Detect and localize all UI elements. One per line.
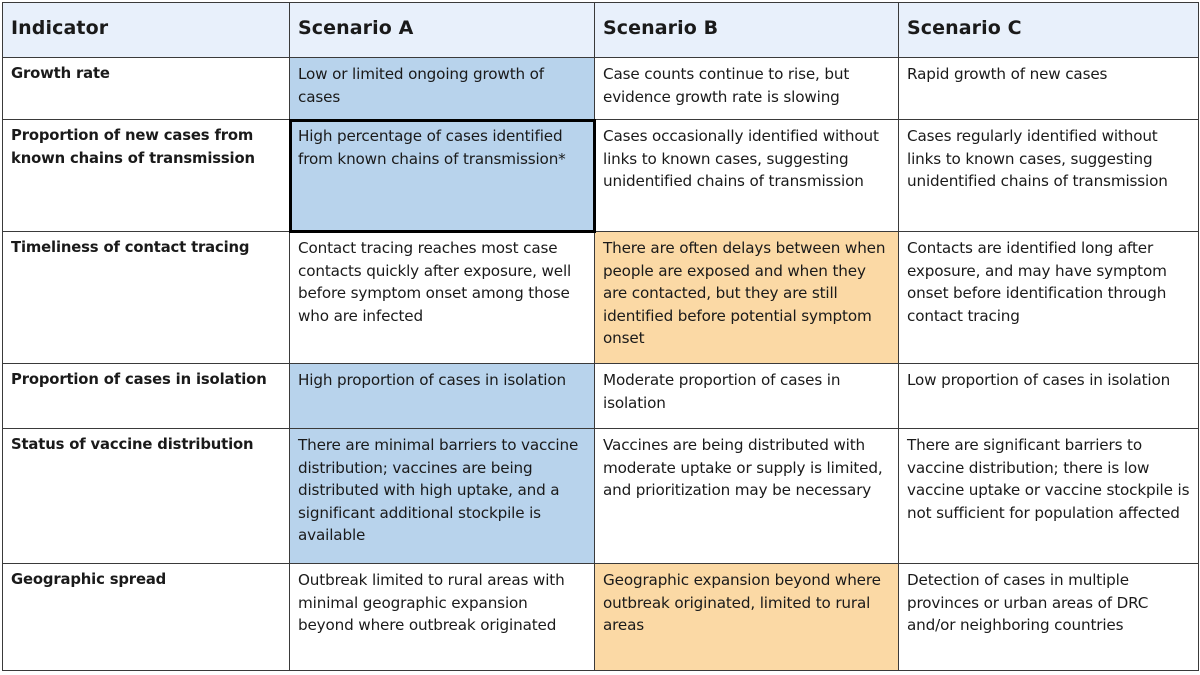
header-scenario-b[interactable]: Scenario B [595,3,899,58]
scenario-a-cell[interactable]: Contact tracing reaches most case contacts quickly after exposure, well before symptom onset among those who are infected [290,232,595,364]
scenario-b-cell[interactable]: Case counts continue to rise, but evidence growth rate is slowing [595,58,899,120]
indicator-cell[interactable]: Timeliness of contact tracing [3,232,290,364]
indicator-cell[interactable]: Growth rate [3,58,290,120]
indicator-cell[interactable]: Proportion of cases in isolation [3,364,290,429]
scenario-c-cell[interactable]: Cases regularly identified without links to known cases, suggesting unidentified chains of transmission [899,120,1199,232]
scenario-a-cell[interactable]: High proportion of cases in isolation [290,364,595,429]
scenario-c-cell[interactable]: Contacts are identified long after exposure, and may have symptom onset before identification through contact tracing [899,232,1199,364]
scenario-a-cell[interactable]: There are minimal barriers to vaccine distribution; vaccines are being distributed with high uptake, and a significant additional stockpile is available [290,429,595,564]
scenario-c-cell[interactable]: There are significant barriers to vaccine distribution; there is low vaccine uptake or vaccine stockpile is not sufficient for population affected [899,429,1199,564]
scenario-b-cell[interactable]: Cases occasionally identified without links to known cases, suggesting unidentified chains of transmission [595,120,899,232]
scenario-b-cell[interactable]: There are often delays between when people are exposed and when they are contacted, but they are still identified before potential symptom onset [595,232,899,364]
indicator-cell[interactable]: Geographic spread [3,564,290,671]
header-row [3,3,1199,58]
table-row-contact-tracing [3,232,1199,364]
header-scenario-a[interactable]: Scenario A [290,3,595,58]
scenario-a-cell[interactable]: Outbreak limited to rural areas with minimal geographic expansion beyond where outbreak originated [290,564,595,671]
header-scenario-c[interactable]: Scenario C [899,3,1199,58]
scenario-c-cell[interactable]: Low proportion of cases in isolation [899,364,1199,429]
scenario-b-cell[interactable]: Vaccines are being distributed with moderate uptake or supply is limited, and prioritization may be necessary [595,429,899,564]
indicator-cell[interactable]: Proportion of new cases from known chains of transmission [3,120,290,232]
table-row-growth-rate [3,58,1199,120]
scenario-c-cell[interactable]: Detection of cases in multiple provinces or urban areas of DRC and/or neighboring countries [899,564,1199,671]
scenario-c-cell[interactable]: Rapid growth of new cases [899,58,1199,120]
table-row-vaccine [3,429,1199,564]
scenario-b-cell[interactable]: Geographic expansion beyond where outbreak originated, limited to rural areas [595,564,899,671]
table-row-known-chains [3,120,1199,232]
header-indicator[interactable]: Indicator [3,3,290,58]
scenario-table [2,2,1199,671]
table-row-isolation [3,364,1199,429]
scenario-a-cell[interactable]: Low or limited ongoing growth of cases [290,58,595,120]
scenario-a-cell-selected[interactable]: High percentage of cases identified from known chains of transmission* [290,120,595,232]
table-row-geographic-spread [3,564,1199,671]
scenario-b-cell[interactable]: Moderate proportion of cases in isolation [595,364,899,429]
indicator-cell[interactable]: Status of vaccine distribution [3,429,290,564]
